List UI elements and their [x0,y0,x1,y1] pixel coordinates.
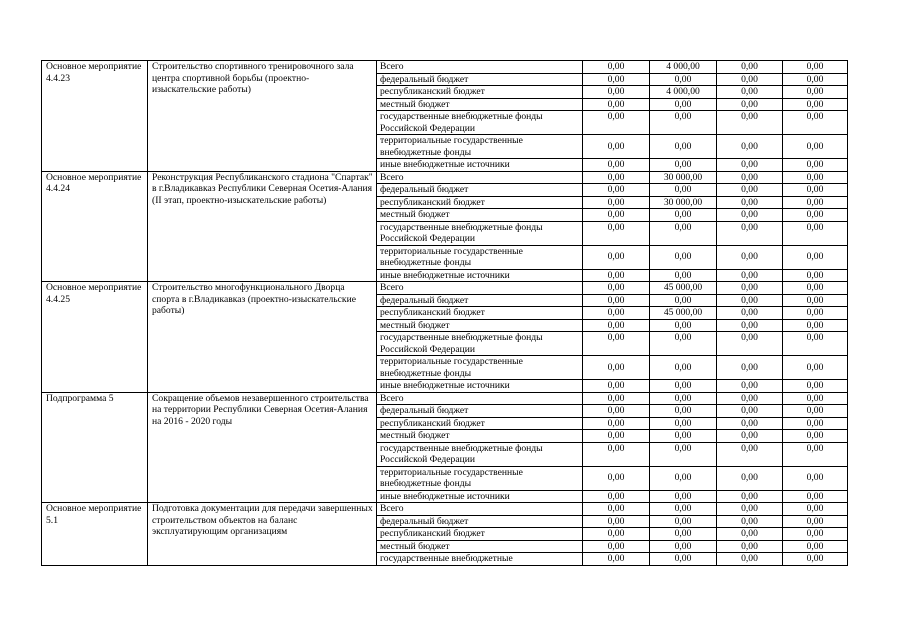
amount-cell-3: 0,00 [717,209,783,222]
amount-cell-2: 4 000,00 [650,61,717,74]
amount-cell-1: 0,00 [583,417,650,430]
amount-cell-3: 0,00 [717,528,783,541]
amount-cell-2: 45 000,00 [650,307,717,320]
amount-cell-1: 0,00 [583,466,650,490]
amount-cell-1: 0,00 [583,269,650,282]
funding-source-cell: иные внебюджетные источники [377,159,583,172]
amount-cell-1: 0,00 [583,111,650,135]
funding-source-cell: федеральный бюджет [377,184,583,197]
amount-cell-4: 0,00 [783,332,848,356]
amount-cell-1: 0,00 [583,86,650,99]
amount-cell-2: 0,00 [650,73,717,86]
amount-cell-4: 0,00 [783,221,848,245]
amount-cell-2: 0,00 [650,356,717,380]
amount-cell-2: 0,00 [650,245,717,269]
amount-cell-4: 0,00 [783,356,848,380]
funding-source-cell: государственные внебюджетные фонды Российской Федерации [377,332,583,356]
amount-cell-4: 0,00 [783,405,848,418]
amount-cell-2: 0,00 [650,528,717,541]
amount-cell-4: 0,00 [783,269,848,282]
amount-cell-2: 0,00 [650,553,717,566]
table-row [42,61,848,74]
amount-cell-1: 0,00 [583,356,650,380]
measure-cell: Основное мероприятие 5.1 [42,503,148,566]
amount-cell-3: 0,00 [717,98,783,111]
amount-cell-3: 0,00 [717,515,783,528]
funding-source-cell: Всего [377,61,583,74]
amount-cell-3: 0,00 [717,553,783,566]
amount-cell-1: 0,00 [583,221,650,245]
amount-cell-2: 0,00 [650,294,717,307]
amount-cell-3: 0,00 [717,356,783,380]
amount-cell-4: 0,00 [783,540,848,553]
amount-cell-3: 0,00 [717,442,783,466]
amount-cell-4: 0,00 [783,319,848,332]
amount-cell-1: 0,00 [583,528,650,541]
amount-cell-3: 0,00 [717,73,783,86]
amount-cell-4: 0,00 [783,98,848,111]
amount-cell-1: 0,00 [583,553,650,566]
amount-cell-3: 0,00 [717,466,783,490]
funding-source-cell: Всего [377,503,583,516]
amount-cell-2: 0,00 [650,540,717,553]
amount-cell-3: 0,00 [717,294,783,307]
amount-cell-3: 0,00 [717,61,783,74]
table-body [42,61,848,566]
amount-cell-1: 0,00 [583,209,650,222]
funding-source-cell: федеральный бюджет [377,405,583,418]
amount-cell-3: 0,00 [717,503,783,516]
measure-name-cell: Строительство многофункционального Дворца спорта в г.Владикавказ (проектно-изыскательские работы) [148,282,377,393]
amount-cell-2: 0,00 [650,184,717,197]
amount-cell-4: 0,00 [783,159,848,172]
measure-name-cell: Подготовка документации для передачи завершенных строительством объектов на баланс эксплуатирующим организациям [148,503,377,566]
amount-cell-2: 0,00 [650,111,717,135]
amount-cell-1: 0,00 [583,61,650,74]
amount-cell-4: 0,00 [783,196,848,209]
funding-source-cell: федеральный бюджет [377,73,583,86]
amount-cell-2: 0,00 [650,430,717,443]
amount-cell-2: 0,00 [650,380,717,393]
funding-source-cell: республиканский бюджет [377,417,583,430]
measure-cell: Основное мероприятие 4.4.24 [42,171,148,282]
amount-cell-3: 0,00 [717,319,783,332]
amount-cell-2: 45 000,00 [650,282,717,295]
amount-cell-3: 0,00 [717,196,783,209]
amount-cell-2: 0,00 [650,466,717,490]
amount-cell-4: 0,00 [783,294,848,307]
funding-source-cell: иные внебюджетные источники [377,269,583,282]
funding-source-cell: республиканский бюджет [377,196,583,209]
funding-source-cell: государственные внебюджетные фонды Российской Федерации [377,111,583,135]
amount-cell-2: 0,00 [650,417,717,430]
funding-source-cell: территориальные государственные внебюджетные фонды [377,135,583,159]
funding-source-cell: местный бюджет [377,98,583,111]
amount-cell-4: 0,00 [783,135,848,159]
amount-cell-4: 0,00 [783,61,848,74]
amount-cell-3: 0,00 [717,380,783,393]
amount-cell-4: 0,00 [783,503,848,516]
amount-cell-2: 0,00 [650,515,717,528]
measure-name-cell: Реконструкция Республиканского стадиона "Спартак" в г.Владикавказ Республики Северная Осетия-Алания (II этап, проектно-изыскательские работы) [148,171,377,282]
funding-source-cell: федеральный бюджет [377,515,583,528]
funding-source-cell: Всего [377,171,583,184]
amount-cell-4: 0,00 [783,490,848,503]
amount-cell-3: 0,00 [717,417,783,430]
amount-cell-3: 0,00 [717,307,783,320]
amount-cell-3: 0,00 [717,245,783,269]
funding-source-cell: республиканский бюджет [377,528,583,541]
amount-cell-3: 0,00 [717,159,783,172]
amount-cell-3: 0,00 [717,540,783,553]
measure-cell: Основное мероприятие 4.4.25 [42,282,148,393]
amount-cell-3: 0,00 [717,171,783,184]
funding-source-cell: государственные внебюджетные фонды Российской Федерации [377,221,583,245]
amount-cell-3: 0,00 [717,282,783,295]
amount-cell-4: 0,00 [783,86,848,99]
budget-table [41,60,848,566]
amount-cell-2: 0,00 [650,503,717,516]
funding-source-cell: государственные внебюджетные [377,553,583,566]
amount-cell-3: 0,00 [717,430,783,443]
amount-cell-1: 0,00 [583,73,650,86]
amount-cell-1: 0,00 [583,392,650,405]
amount-cell-4: 0,00 [783,442,848,466]
amount-cell-1: 0,00 [583,171,650,184]
amount-cell-1: 0,00 [583,319,650,332]
amount-cell-1: 0,00 [583,294,650,307]
amount-cell-2: 4 000,00 [650,86,717,99]
amount-cell-4: 0,00 [783,307,848,320]
measure-name-cell: Сокращение объемов незавершенного строительства на территории Республики Северная Осетия-Алания на 2016 - 2020 годы [148,392,377,503]
funding-source-cell: местный бюджет [377,319,583,332]
amount-cell-1: 0,00 [583,503,650,516]
amount-cell-4: 0,00 [783,430,848,443]
amount-cell-1: 0,00 [583,540,650,553]
measure-cell: Подпрограмма 5 [42,392,148,503]
amount-cell-4: 0,00 [783,184,848,197]
funding-source-cell: местный бюджет [377,430,583,443]
table-row [42,282,848,295]
amount-cell-3: 0,00 [717,86,783,99]
measure-name-cell: Строительство спортивного тренировочного зала центра спортивной борьбы (проектно-изыскательские работы) [148,61,377,172]
amount-cell-2: 0,00 [650,269,717,282]
amount-cell-3: 0,00 [717,332,783,356]
table-row [42,392,848,405]
amount-cell-2: 0,00 [650,319,717,332]
amount-cell-4: 0,00 [783,553,848,566]
amount-cell-4: 0,00 [783,466,848,490]
amount-cell-1: 0,00 [583,490,650,503]
amount-cell-3: 0,00 [717,269,783,282]
amount-cell-2: 0,00 [650,442,717,466]
amount-cell-2: 30 000,00 [650,196,717,209]
amount-cell-4: 0,00 [783,528,848,541]
amount-cell-1: 0,00 [583,430,650,443]
amount-cell-4: 0,00 [783,380,848,393]
amount-cell-4: 0,00 [783,209,848,222]
amount-cell-1: 0,00 [583,405,650,418]
amount-cell-2: 0,00 [650,159,717,172]
amount-cell-3: 0,00 [717,392,783,405]
amount-cell-3: 0,00 [717,221,783,245]
funding-source-cell: республиканский бюджет [377,307,583,320]
table-row [42,171,848,184]
amount-cell-1: 0,00 [583,307,650,320]
amount-cell-1: 0,00 [583,196,650,209]
amount-cell-2: 0,00 [650,209,717,222]
amount-cell-4: 0,00 [783,515,848,528]
amount-cell-1: 0,00 [583,442,650,466]
amount-cell-4: 0,00 [783,282,848,295]
amount-cell-4: 0,00 [783,245,848,269]
amount-cell-2: 0,00 [650,221,717,245]
funding-source-cell: иные внебюджетные источники [377,380,583,393]
table-row [42,503,848,516]
amount-cell-3: 0,00 [717,490,783,503]
amount-cell-1: 0,00 [583,184,650,197]
funding-source-cell: Всего [377,392,583,405]
amount-cell-4: 0,00 [783,171,848,184]
funding-source-cell: государственные внебюджетные фонды Российской Федерации [377,442,583,466]
amount-cell-2: 0,00 [650,332,717,356]
amount-cell-4: 0,00 [783,392,848,405]
funding-source-cell: республиканский бюджет [377,86,583,99]
amount-cell-3: 0,00 [717,184,783,197]
amount-cell-2: 30 000,00 [650,171,717,184]
funding-source-cell: территориальные государственные внебюджетные фонды [377,466,583,490]
amount-cell-3: 0,00 [717,111,783,135]
funding-source-cell: федеральный бюджет [377,294,583,307]
measure-cell: Основное мероприятие 4.4.23 [42,61,148,172]
funding-source-cell: территориальные государственные внебюджетные фонды [377,356,583,380]
amount-cell-2: 0,00 [650,490,717,503]
amount-cell-2: 0,00 [650,135,717,159]
amount-cell-1: 0,00 [583,245,650,269]
funding-source-cell: местный бюджет [377,540,583,553]
amount-cell-1: 0,00 [583,98,650,111]
amount-cell-4: 0,00 [783,73,848,86]
funding-source-cell: местный бюджет [377,209,583,222]
funding-source-cell: территориальные государственные внебюджетные фонды [377,245,583,269]
amount-cell-1: 0,00 [583,159,650,172]
amount-cell-2: 0,00 [650,405,717,418]
amount-cell-4: 0,00 [783,111,848,135]
amount-cell-1: 0,00 [583,380,650,393]
amount-cell-3: 0,00 [717,135,783,159]
amount-cell-1: 0,00 [583,282,650,295]
amount-cell-3: 0,00 [717,405,783,418]
amount-cell-2: 0,00 [650,392,717,405]
amount-cell-1: 0,00 [583,135,650,159]
amount-cell-1: 0,00 [583,515,650,528]
amount-cell-2: 0,00 [650,98,717,111]
funding-source-cell: Всего [377,282,583,295]
funding-source-cell: иные внебюджетные источники [377,490,583,503]
amount-cell-4: 0,00 [783,417,848,430]
amount-cell-1: 0,00 [583,332,650,356]
